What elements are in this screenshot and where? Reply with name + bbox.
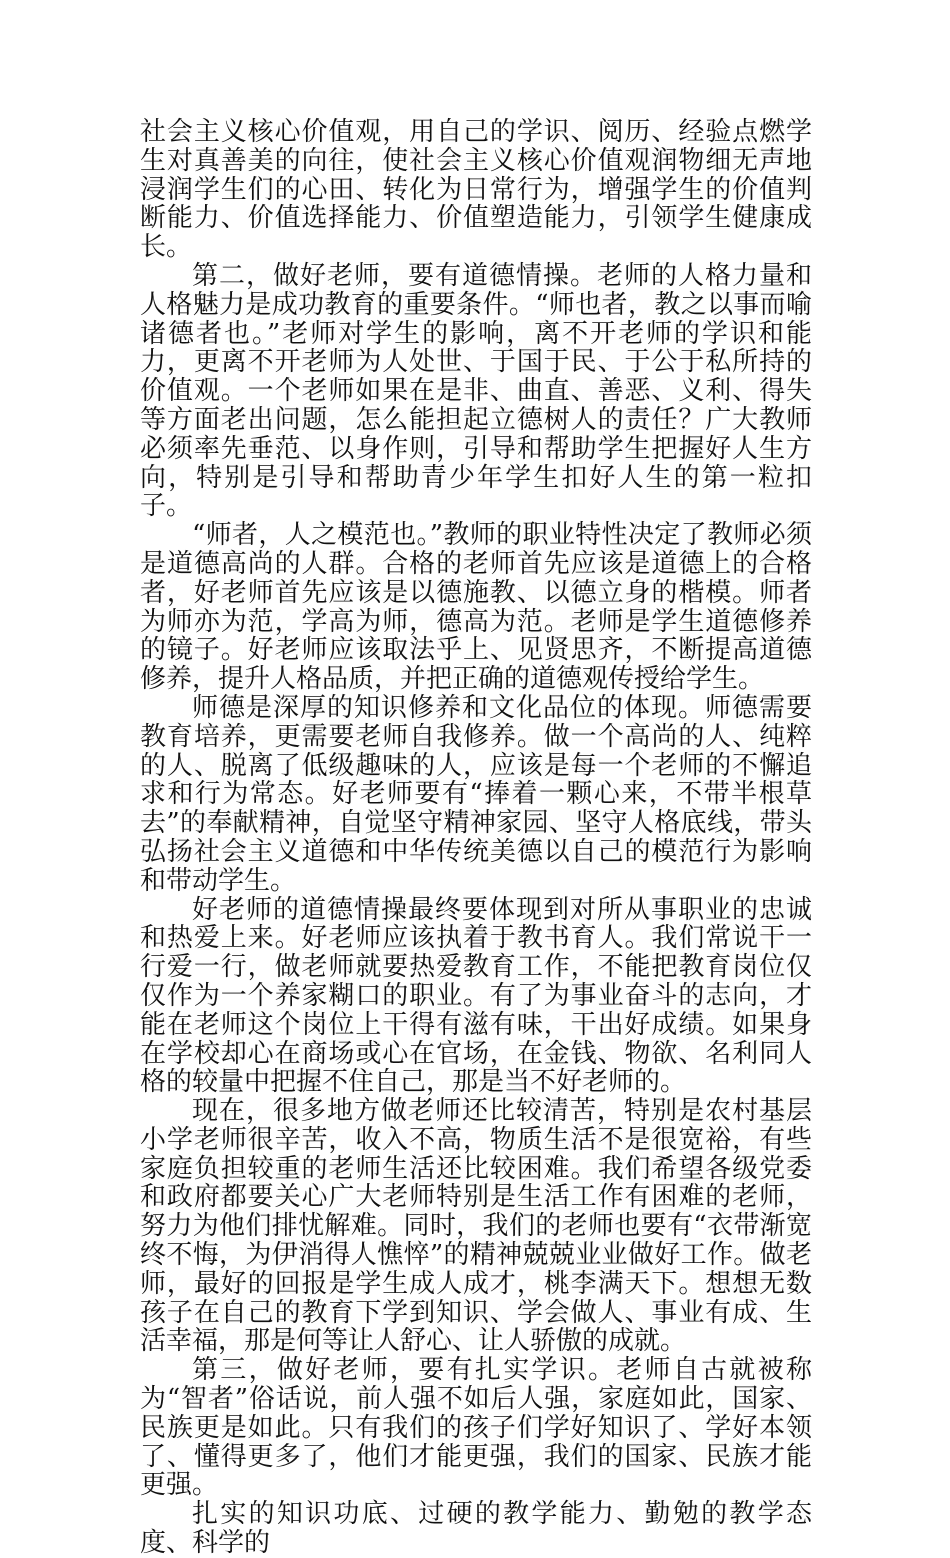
paragraph-truncated: 扎实的知识功底、过硬的教学能力、勤勉的教学态度、科学的 [140,1499,812,1558]
paragraph-loyalty-love: 好老师的道德情操最终要体现到对所从事职业的忠诚和热爱上来。好老师应该执着于教书育人。我们常说干一行爱一行，做老师就要热爱教育工作，不能把教育岗位仅仅作为一个养家糊口的职业。有了为事业奋斗的志向，才能在老师这个岗位上干得有滋有味，干出好成绩。如果身在学校却心在商场或心在官场，在金钱、物欲、名利同人格的较量中把握不住自己，那是当不好老师的。 [140,894,812,1098]
paragraph-teacher-model: “师者，人之模范也。”教师的职业特性决定了教师必须是道德高尚的人群。合格的老师首先应该是道德上的合格者，好老师首先应该是以德施教、以德立身的楷模。师者为师亦为范，学高为师，德高为范。老师是学生道德修养的镜子。好老师应该取法乎上、见贤思齐，不断提高道德修养，提升人格品质，并把正确的道德观传授给学生。 [140,520,812,695]
paragraph-solid-knowledge: 第三，做好老师，要有扎实学识。老师自古就被称为“智者”俗话说，前人强不如后人强，家庭如此，国家、民族更是如此。只有我们的孩子们学好知识了、学好本领了、懂得更多了，他们才能更强，我们的国家、民族才能更强。 [140,1355,812,1501]
document-page [140,118,812,1558]
paragraph-hardship: 现在，很多地方做老师还比较清苦，特别是农村基层小学老师很辛苦，收入不高，物质生活不是很宽裕，有些家庭负担较重的老师生活还比较困难。我们希望各级党委和政府都要关心广大老师特别是生活工作有困难的老师，努力为他们排忧解难。同时，我们的老师也要有“衣带渐宽终不悔，为伊消得人憔悴”的精神兢兢业业做好工作。做老师，最好的回报是学生成人成才，桃李满天下。想想无数孩子在自己的教育下学到知识、学会做人、事业有成、生活幸福，那是何等让人舒心、让人骄傲的成就。 [140,1096,812,1357]
paragraph-teacher-ethics: 师德是深厚的知识修养和文化品位的体现。师德需要教育培养，更需要老师自我修养。做一个高尚的人、纯粹的人、脱离了低级趣味的人，应该是每一个老师的不懈追求和行为常态。好老师要有“捧着一颗心来，不带半根草去”的奉献精神，自觉坚守精神家园、坚守人格底线，带头弘扬社会主义道德和中华传统美德以自己的模范行为影响和带动学生。 [140,692,812,896]
paragraph-moral-sentiment: 第二，做好老师，要有道德情操。老师的人格力量和人格魅力是成功教育的重要条件。“师也者，教之以事而喻诸德者也。”老师对学生的影响，离不开老师的学识和能力，更离不开老师为人处世、于国于民、于公于私所持的价值观。一个老师如果在是非、曲直、善恶、义利、得失等方面老出问题，怎么能担起立德树人的责任？广大教师必须率先垂范、以身作则，引导和帮助学生把握好人生方向，特别是引导和帮助青少年学生扣好人生的第一粒扣子。 [140,260,812,522]
paragraph-continued: 社会主义核心价值观，用自己的学识、阅历、经验点燃学生对真善美的向往，使社会主义核心价值观润物细无声地浸润学生们的心田、转化为日常行为，增强学生的价值判断能力、价值选择能力、价值塑造能力，引领学生健康成长。 [140,117,812,263]
